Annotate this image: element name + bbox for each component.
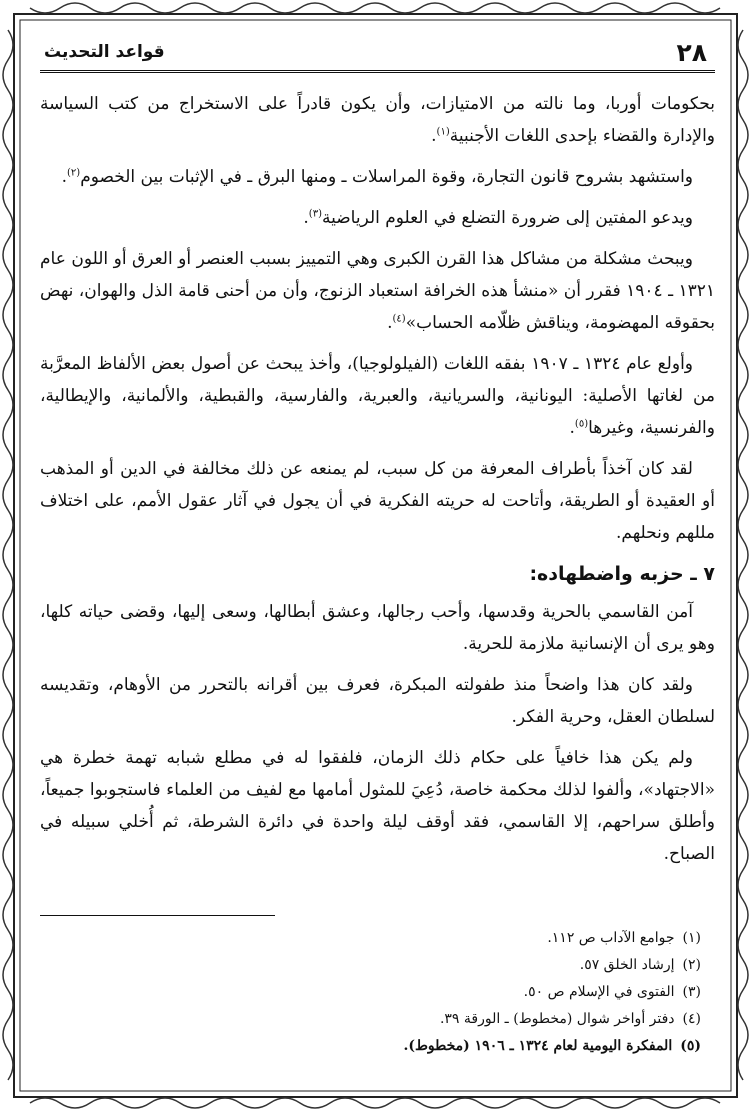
paragraph: ويبحث مشكلة من مشاكل هذا القرن الكبرى وهي التمييز بسبب العنصر أو العرق أو اللون عام ١٣٢١ ـ ١٩٠٤ فقرر أن «منشأ هذه الخرافة استعباد الزنوج، وأن من أحنى قامة الذل والهوان، نهض بحقوقه المهضومة، ويناقش ظلّامه الحساب»$^{(٤)}$. xyxy=(40,249,715,333)
paragraph: وأولع عام ١٣٢٤ ـ ١٩٠٧ بفقه اللغات (الفيلولوجيا)، وأخذ يبحث عن أصول بعض الألفاظ المعرَّبة من لغاتها الأصلية: اليونانية، والسريانية، والعبرية، والفارسية، والقبطية، والألمانية، والإيطالية، والفرنسية، وغيرها$^{(٥)}$. xyxy=(40,354,715,438)
footnote-item: (٣)الفتوى في الإسلام ص ٥٠. xyxy=(523,984,701,1000)
footnote-ref: (١) xyxy=(436,126,450,138)
paragraph: آمن القاسمي بالحرية وقدسها، وأحب رجالها، وعشق أبطالها، وسعى إليها، وقضى حياته كلها، وهو يرى أن الإنسانية ملازمة للحرية. xyxy=(40,602,715,654)
footnote-item: (٢)إرشاد الخلق ٥٧. xyxy=(579,957,701,973)
footnote-ref: (٤) xyxy=(392,313,406,325)
footnote-separator xyxy=(40,915,275,916)
footnote-item: (٤)دفتر أواخر شوال (مخطوط) ـ الورقة ٣٩. xyxy=(439,1011,701,1027)
section-heading: ٧ ـ حزبه واضطهاده: xyxy=(529,563,715,585)
paragraph: واستشهد بشروح قانون التجارة، وقوة المراسلات ـ ومنها البرق ـ في الإثبات بين الخصوم$^{(٢)}$. xyxy=(61,167,693,187)
paragraph: ولقد كان هذا واضحاً منذ طفولته المبكرة، فعرف بين أقرانه بالتحرر من الأوهام، وتقديسه لسلطان العقل، وحرية الفكر. xyxy=(40,675,715,727)
paragraph: بحكومات أوربا، وما نالته من الامتيازات، وأن يكون قادراً على الاستخراج من كتب السياسة والإدارة والقضاء بإحدى اللغات الأجنبية$^{(١)}$. xyxy=(40,94,715,146)
paragraph: لقد كان آخذاً بأطراف المعرفة من كل سبب، لم يمنعه عن ذلك مخالفة في الدين أو المذهب أو العقيدة أو الطريقة، وأتاحت له حريته الفكرية في أن يجول في آثار عقول الأمم، على اختلاف مللهم ونحلهم. xyxy=(40,459,715,543)
footnote-ref: (٥) xyxy=(574,418,589,430)
body-text xyxy=(40,88,715,879)
paragraph: ويدعو المفتين إلى ضرورة التضلع في العلوم الرياضية$^{(٣)}$. xyxy=(303,208,693,228)
footnote-item: (٥)المفكرة اليومية لعام ١٣٢٤ ـ ١٩٠٦ (مخطوط). xyxy=(403,1038,701,1054)
page-number: ٢٨ xyxy=(676,38,707,67)
footnote-item: (١)جوامع الآداب ص ١١٢. xyxy=(547,930,701,946)
paragraph: ولم يكن هذا خافياً على حكام ذلك الزمان، فلفقوا له في مطلع شبابه تهمة خطرة هي «الاجتهاد»، وألفوا لذلك محكمة خاصة، دُعِيَ للمثول أمامها مع لفيف من العلماء فاستجوبوا جميعاً، وأطلق سراحهم، إلا القاسمي، فقد أوقف ليلة واحدة في دائرة الشرطة، ثم أُخلي سبيله في الصباح. xyxy=(40,748,715,864)
header-rule xyxy=(40,70,715,73)
footnote-ref: (٢) xyxy=(67,167,81,179)
running-title: قواعد التحديث xyxy=(44,42,165,62)
page-content xyxy=(40,30,715,1085)
footnote-ref: (٣) xyxy=(308,208,322,220)
page-header xyxy=(40,30,715,70)
footnotes xyxy=(40,925,701,1060)
